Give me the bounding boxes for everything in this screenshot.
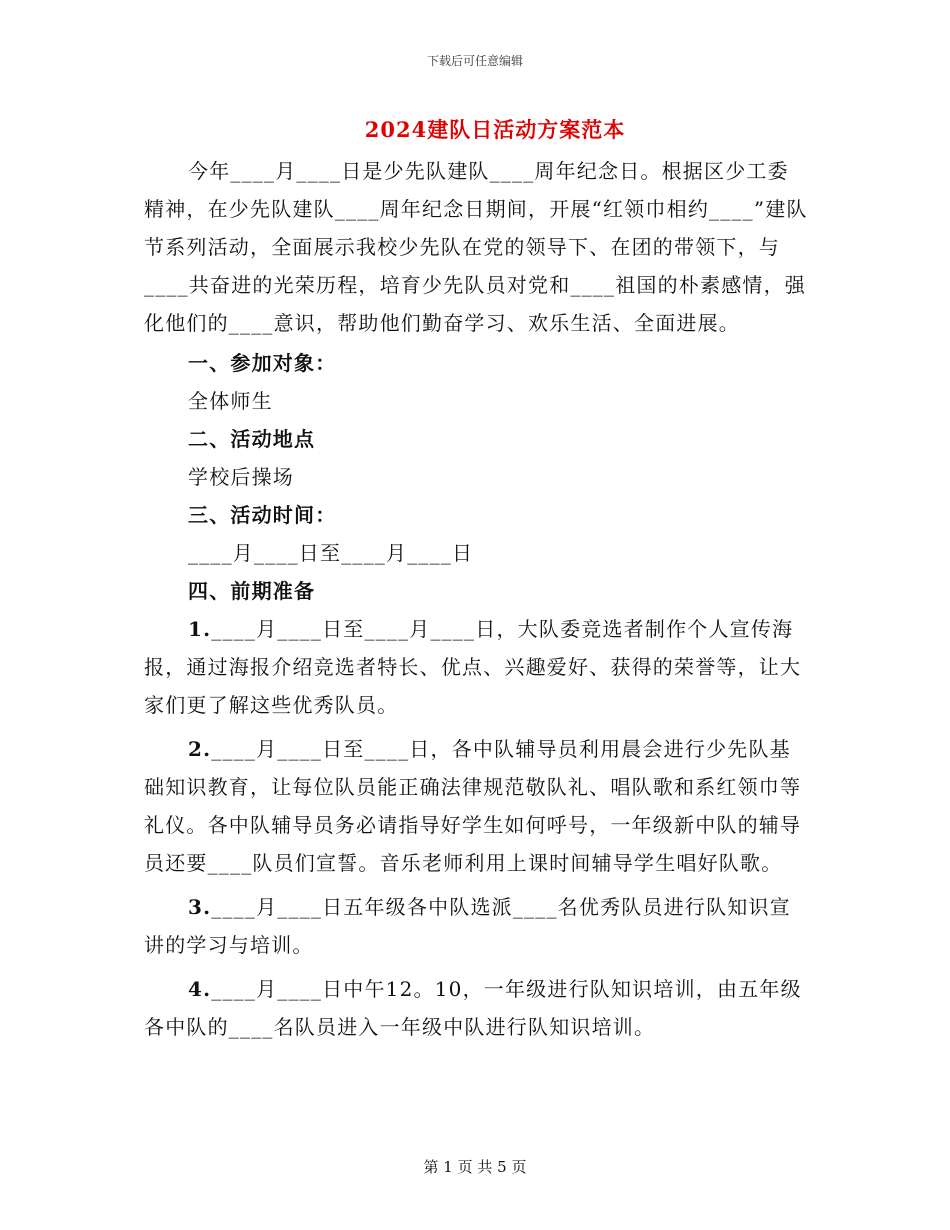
section-value-participants: 全体师生 — [188, 389, 273, 413]
section-heading-location: 二、活动地点 — [188, 427, 316, 451]
prep-item-number: 4. — [188, 977, 212, 1001]
document-title: 2024建队日活动方案范本 — [364, 117, 626, 142]
prep-item-text: ____月____日至____月____日，大队委竞选者制作个人宣传海报，通过海报介绍竞选者特长、优点、兴趣爱好、获得的荣誉等，让大家们更了解这些优秀队员。 — [144, 617, 802, 717]
prep-item-4 — [144, 970, 808, 1046]
intro-paragraph: 今年____月____日是少先队建队____周年纪念日。根据区少工委精神，在少先队建队____周年纪念日期间，开展“红领巾相约____”建队节系列活动，全面展示我校少先队在党的领导下、在团的带领下，与____共奋进的光荣历程，培育少先队员对党和____祖国的朴素感情，强化他们的____意识，帮助他们勤奋学习、欢乐生活、全面进展。 — [144, 159, 808, 335]
prep-item-number: 3. — [188, 895, 212, 919]
section-value-time: ____月____日至____月____日 — [188, 541, 474, 565]
section-heading-preparation: 四、前期准备 — [188, 579, 316, 603]
prep-item-number: 1. — [188, 617, 212, 641]
document-body — [144, 152, 808, 1046]
header-note: 下载后可任意编辑 — [426, 54, 523, 68]
prep-item-number: 2. — [188, 737, 212, 761]
prep-item-text: ____月____日中午12。10，一年级进行队知识培训，由五年级各中队的____名队员进入一年级中队进行队知识培训。 — [144, 977, 802, 1039]
section-heading-time: 三、活动时间： — [188, 503, 337, 527]
section-heading-participants: 一、参加对象： — [188, 351, 337, 375]
prep-item-text: ____月____日至____日，各中队辅导员利用晨会进行少先队基础知识教育，让每位队员能正确法律规范敬队礼、唱队歌和系红领巾等礼仪。各中队辅导员务必请指导好学生如何呼号，一年级新中队的辅导员还要____队员们宣誓。音乐老师利用上课时间辅导学生唱好队歌。 — [144, 737, 802, 875]
prep-item-1 — [144, 610, 808, 724]
page-footer: 第 1 页 共 5 页 — [423, 1158, 527, 1176]
prep-item-text: ____月____日五年级各中队选派____名优秀队员进行队知识宣讲的学习与培训。 — [144, 895, 791, 957]
prep-item-2 — [144, 730, 808, 882]
prep-item-3 — [144, 888, 808, 964]
section-value-location: 学校后操场 — [188, 465, 294, 489]
